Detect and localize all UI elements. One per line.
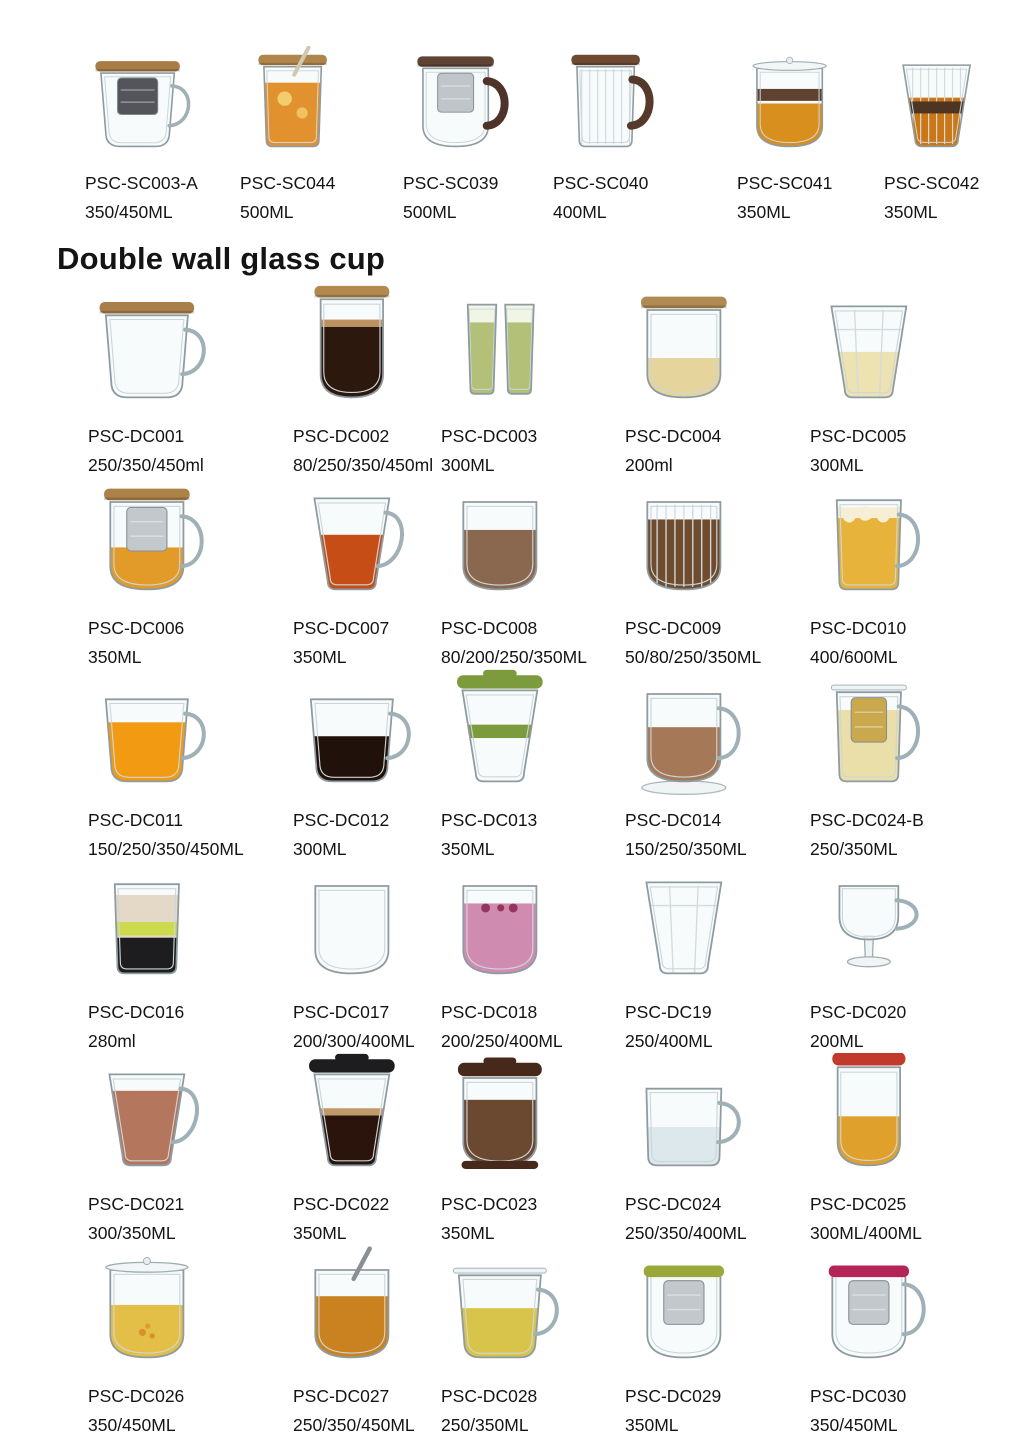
product-card bbox=[625, 1245, 810, 1437]
product-volume: 200/300/400ML bbox=[293, 1031, 415, 1051]
product-card bbox=[441, 1245, 625, 1437]
product-card bbox=[293, 1245, 441, 1437]
product-card bbox=[810, 861, 1024, 1053]
product-volume: 50/80/250/350ML bbox=[625, 647, 762, 667]
product-code: PSC-SC003-A bbox=[85, 173, 198, 193]
product-code: PSC-DC002 bbox=[293, 426, 390, 446]
product-card bbox=[88, 1053, 293, 1245]
product-code: PSC-DC011 bbox=[88, 810, 183, 830]
product-code: PSC-DC018 bbox=[441, 1002, 538, 1022]
product-volume: 350ML bbox=[293, 1223, 347, 1243]
product-code: PSC-DC026 bbox=[88, 1386, 185, 1406]
product-card bbox=[810, 669, 1024, 861]
product-image bbox=[88, 285, 222, 417]
product-card bbox=[441, 1053, 625, 1245]
product-image bbox=[625, 1245, 759, 1377]
product-card bbox=[737, 46, 884, 223]
product-image bbox=[88, 1053, 222, 1185]
product-card bbox=[293, 477, 441, 669]
product-card bbox=[85, 46, 240, 223]
product-card bbox=[810, 285, 1024, 477]
product-code: PSC-DC024-B bbox=[810, 810, 924, 830]
product-card bbox=[441, 285, 625, 477]
product-card bbox=[403, 46, 553, 223]
product-card bbox=[625, 477, 810, 669]
product-volume: 350ML bbox=[441, 839, 495, 859]
product-volume: 250/350ML bbox=[441, 1415, 529, 1435]
product-code: PSC-DC023 bbox=[441, 1194, 538, 1214]
product-volume: 80/200/250/350ML bbox=[441, 647, 587, 667]
product-volume: 500ML bbox=[403, 202, 457, 222]
product-image bbox=[810, 861, 944, 993]
product-image bbox=[553, 46, 673, 164]
product-card bbox=[293, 861, 441, 1053]
product-code: PSC-DC014 bbox=[625, 810, 722, 830]
product-code: PSC-DC004 bbox=[625, 426, 722, 446]
product-volume: 500ML bbox=[240, 202, 294, 222]
product-volume: 250/400ML bbox=[625, 1031, 713, 1051]
product-code: PSC-DC006 bbox=[88, 618, 185, 638]
product-image bbox=[293, 669, 427, 801]
product-image bbox=[293, 1053, 427, 1185]
single-wall-section bbox=[0, 0, 1024, 223]
product-volume: 350ML bbox=[441, 1223, 495, 1243]
product-code: PSC-DC022 bbox=[293, 1194, 390, 1214]
product-image bbox=[625, 477, 759, 609]
product-card bbox=[293, 669, 441, 861]
product-volume: 300ML bbox=[441, 455, 495, 475]
product-image bbox=[88, 1245, 222, 1377]
product-image bbox=[441, 669, 575, 801]
product-code: PSC-DC027 bbox=[293, 1386, 390, 1406]
product-card bbox=[625, 861, 810, 1053]
product-image bbox=[88, 477, 222, 609]
product-volume: 300ML/400ML bbox=[810, 1223, 922, 1243]
product-image bbox=[625, 861, 759, 993]
product-image bbox=[293, 285, 427, 417]
product-volume: 150/250/350/450ML bbox=[88, 839, 244, 859]
product-image bbox=[441, 285, 575, 417]
product-code: PSC-SC044 bbox=[240, 173, 336, 193]
product-code: PSC-SC040 bbox=[553, 173, 649, 193]
double-wall-section bbox=[0, 285, 1024, 1437]
product-image bbox=[441, 1053, 575, 1185]
product-card bbox=[88, 477, 293, 669]
product-volume: 150/250/350ML bbox=[625, 839, 747, 859]
product-code: PSC-DC19 bbox=[625, 1002, 712, 1022]
product-volume: 400ML bbox=[553, 202, 607, 222]
product-card bbox=[441, 861, 625, 1053]
product-code: PSC-DC009 bbox=[625, 618, 722, 638]
product-code: PSC-DC003 bbox=[441, 426, 538, 446]
product-image bbox=[625, 1053, 759, 1185]
product-volume: 250/350ML bbox=[810, 839, 898, 859]
product-image bbox=[441, 477, 575, 609]
product-image bbox=[884, 46, 1004, 164]
product-card bbox=[293, 285, 441, 477]
product-volume: 250/350/400ML bbox=[625, 1223, 747, 1243]
product-code: PSC-DC024 bbox=[625, 1194, 722, 1214]
product-code: PSC-SC042 bbox=[884, 173, 980, 193]
product-volume: 350/450ML bbox=[85, 202, 173, 222]
product-code: PSC-DC021 bbox=[88, 1194, 185, 1214]
product-volume: 350ML bbox=[293, 647, 347, 667]
product-volume: 300ML bbox=[293, 839, 347, 859]
product-image bbox=[293, 1245, 427, 1377]
product-code: PSC-DC030 bbox=[810, 1386, 907, 1406]
product-card bbox=[88, 861, 293, 1053]
product-image bbox=[240, 46, 360, 164]
product-image bbox=[88, 861, 222, 993]
product-image bbox=[810, 669, 944, 801]
product-image bbox=[810, 1053, 944, 1185]
product-image bbox=[625, 285, 759, 417]
product-card bbox=[810, 1053, 1024, 1245]
product-card bbox=[441, 669, 625, 861]
single-wall-grid bbox=[0, 0, 1024, 223]
product-code: PSC-DC010 bbox=[810, 618, 907, 638]
product-code: PSC-DC020 bbox=[810, 1002, 907, 1022]
product-card bbox=[88, 285, 293, 477]
product-volume: 200ml bbox=[625, 455, 673, 475]
product-volume: 250/350/450ml bbox=[88, 455, 204, 475]
product-card bbox=[810, 1245, 1024, 1437]
product-volume: 250/350/450ML bbox=[293, 1415, 415, 1435]
product-image bbox=[810, 477, 944, 609]
product-image bbox=[293, 861, 427, 993]
product-image bbox=[441, 1245, 575, 1377]
product-image bbox=[810, 285, 944, 417]
product-image bbox=[85, 46, 205, 164]
double-wall-grid bbox=[0, 285, 1024, 1437]
product-card bbox=[625, 285, 810, 477]
product-volume: 300ML bbox=[810, 455, 864, 475]
product-image bbox=[441, 861, 575, 993]
product-card bbox=[553, 46, 737, 223]
product-code: PSC-SC041 bbox=[737, 173, 833, 193]
product-image bbox=[88, 669, 222, 801]
product-card bbox=[88, 669, 293, 861]
product-card bbox=[810, 477, 1024, 669]
product-image bbox=[293, 477, 427, 609]
product-volume: 350ML bbox=[625, 1415, 679, 1435]
product-volume: 80/250/350/450ml bbox=[293, 455, 434, 475]
product-card bbox=[293, 1053, 441, 1245]
product-card bbox=[625, 1053, 810, 1245]
product-volume: 300/350ML bbox=[88, 1223, 176, 1243]
product-code: PSC-SC039 bbox=[403, 173, 499, 193]
product-volume: 350/450ML bbox=[88, 1415, 176, 1435]
product-image bbox=[625, 669, 759, 801]
product-volume: 350ML bbox=[737, 202, 791, 222]
product-code: PSC-DC028 bbox=[441, 1386, 538, 1406]
product-code: PSC-DC005 bbox=[810, 426, 907, 446]
product-code: PSC-DC029 bbox=[625, 1386, 722, 1406]
product-code: PSC-DC017 bbox=[293, 1002, 390, 1022]
product-volume: 400/600ML bbox=[810, 647, 898, 667]
product-code: PSC-DC007 bbox=[293, 618, 390, 638]
product-card bbox=[441, 477, 625, 669]
product-code: PSC-DC008 bbox=[441, 618, 538, 638]
product-volume: 200/250/400ML bbox=[441, 1031, 563, 1051]
product-image bbox=[810, 1245, 944, 1377]
product-volume: 350ML bbox=[884, 202, 938, 222]
product-image bbox=[737, 46, 857, 164]
product-code: PSC-DC012 bbox=[293, 810, 390, 830]
product-volume: 280ml bbox=[88, 1031, 136, 1051]
section-heading: Double wall glass cup bbox=[57, 241, 386, 276]
product-code: PSC-DC001 bbox=[88, 426, 185, 446]
product-image bbox=[403, 46, 523, 164]
product-card bbox=[240, 46, 403, 223]
product-volume: 350ML bbox=[88, 647, 142, 667]
product-card bbox=[88, 1245, 293, 1437]
product-code: PSC-DC025 bbox=[810, 1194, 907, 1214]
product-card bbox=[625, 669, 810, 861]
product-card bbox=[884, 46, 1023, 223]
product-code: PSC-DC016 bbox=[88, 1002, 185, 1022]
product-code: PSC-DC013 bbox=[441, 810, 538, 830]
product-volume: 350/450ML bbox=[810, 1415, 898, 1435]
product-volume: 200ML bbox=[810, 1031, 864, 1051]
